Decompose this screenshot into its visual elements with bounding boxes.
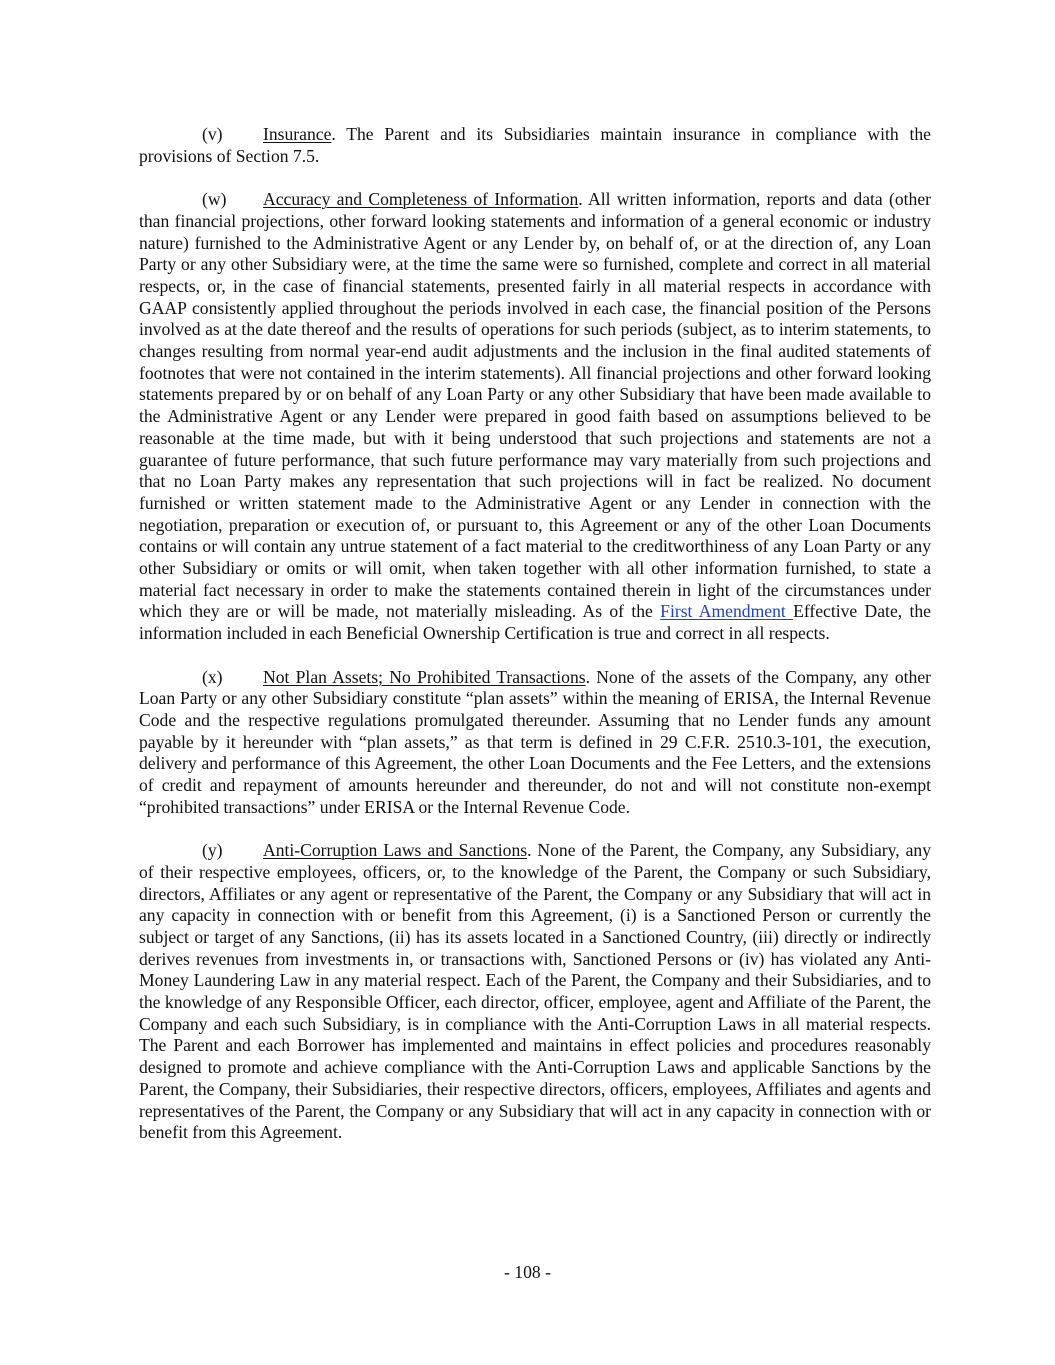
paragraph-label: (w) [202,189,227,210]
section-heading-anti-corruption: Anti-Corruption Laws and Sanctions [263,840,528,861]
paragraph-body: . All written information, reports and data (other than financial projections, other forward looking statements and information of a general economic or industry nature) furnished to the Administrative Agent or any Lender by, on behalf of, or at the direction of, any Loan Party or any other Subsidiary were, at the time the same were so furnished, complete and correct in all material respects, or, in the case of financial statements, presented fairly in all material respects in accordance with GAAP consistently applied throughout the periods involved in each case, the financial position of the Persons involved as at the date thereof and the results of operations for such periods (subject, as to interim statements, to changes resulting from normal year-end audit adjustments and the inclusion in the final audited statements of footnotes that were not contained in the interim statements). All financial projections and other forward looking statements prepared by or on behalf of any Loan Party or any other Subsidiary that have been made available to the Administrative Agent or any Lender were prepared in good faith based on assumptions believed to be reasonable at the time made, but with it being understood that such projections and statements are not a guarantee of future performance, that such future performance may vary materially from such projections and that no Loan Party makes any representation that such projections will in fact be realized. No document furnished or written statement made to the Administrative Agent or any Lender in connection with the negotiation, preparation or execution of, or pursuant to, this Agreement or any of the other Loan Documents contains or will contain any untrue statement of a fact material to the creditworthiness of any Loan Party or any other Subsidiary or omits or will omit, when taken together with all other information furnished, to state a material fact necessary in order to make the statements contained therein in light of the circumstances under which they are or will be made, not materially misleading. As of the [139,189,931,622]
paragraph-body: . None of the Parent, the Company, any Subsidiary, any of their respective employees, officers, or, to the knowledge of the Parent, the Company or such Subsidiary, directors, Affiliates or any agent or representative of the Parent, the Company or any Subsidiary that will act in any capacity in connection with or benefit from this Agreement, (i) is a Sanctioned Person or currently the subject or target of any Sanctions, (ii) has its assets located in a Sanctioned Country, (iii) directly or indirectly derives revenues from investments in, or transactions with, Sanctioned Persons or (iv) has violated any Anti-Money Laundering Law in any material respect. Each of the Parent, the Company and their Subsidiaries, and to the knowledge of any Responsible Officer, each director, officer, employee, agent and Affiliate of the Parent, the Company and each such Subsidiary, is in compliance with the Anti-Corruption Laws in all material respects. The Parent and each Borrower has implemented and maintains in effect policies and procedures reasonably designed to promote and achieve compliance with the Anti-Corruption Laws and applicable Sanctions by the Parent, the Company, their Subsidiaries, their respective directors, officers, employees, Affiliates and agents and representatives of the Parent, the Company or any Subsidiary that will act in any capacity in connection with or benefit from this Agreement. [139,840,931,1143]
paragraph-body: . The Parent and its Subsidiaries maintain insurance in compliance with the provisions of Section 7.5. [139,124,931,166]
page-number: - 108 - [504,1262,551,1282]
paragraph-label: (x) [202,666,223,687]
document-page [139,124,931,1166]
paragraph-w [139,189,931,645]
paragraph-x [139,667,931,819]
paragraph-body: . None of the assets of the Company, any other Loan Party or any other Subsidiary constitute “plan assets” within the meaning of ERISA, the Internal Revenue Code and the respective regulations promulgated thereunder. Assuming that no Lender funds any amount payable by it hereunder with “plan assets,” as that term is defined in 29 C.F.R. 2510.3-101, the execution, delivery and performance of this Agreement, the other Loan Documents and the Fee Letters, and the extensions of credit and repayment of amounts hereunder and thereunder, do not and will not constitute non-exempt “prohibited transactions” under ERISA or the Internal Revenue Code. [139,666,931,817]
paragraph-body-continued: Effective Date, the information included in each Beneficial Ownership Certification is true and correct in all respects. [139,601,931,644]
section-heading-insurance: Insurance [263,124,332,144]
section-heading-accuracy: Accuracy and Completeness of Information [263,189,579,210]
section-heading-plan-assets: Not Plan Assets; No Prohibited Transactions [263,666,586,687]
paragraph-y [139,840,931,1144]
paragraph-label: (y) [202,840,223,861]
paragraph-v [139,124,931,167]
first-amendment-link[interactable]: First Amendment [660,601,794,622]
paragraph-label: (v) [202,124,223,144]
